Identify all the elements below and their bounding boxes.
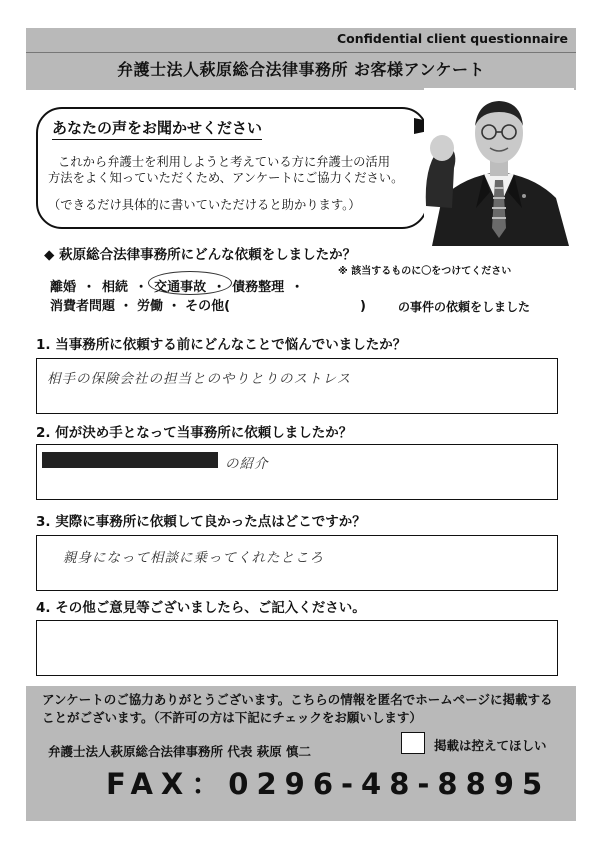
lawyer-photo: [424, 88, 574, 246]
no-publish-checkbox[interactable]: [401, 732, 425, 754]
bubble-text-line-1: これから弁護士を利用しようと考えている方に弁護士の活用: [58, 155, 391, 169]
question-3-answer-box[interactable]: [36, 535, 558, 591]
question-1-label: 1. 当事務所に依頼する前にどんなことで悩んでいましたか？: [36, 337, 407, 353]
case-type-options-row-1: 離婚 ・ 相続 ・ 交通事故 ・ 債務整理 ・: [50, 280, 304, 295]
redaction-bar: [42, 452, 218, 468]
question-2-label: 2. 何が決め手となって当事務所に依頼しましたか？: [36, 425, 353, 441]
case-type-options-row-2: 消費者問題 ・ 労働 ・ その他( ): [50, 299, 366, 314]
header-divider: [26, 52, 576, 53]
case-type-note: ※ 該当するものに〇をつけてください: [338, 266, 512, 277]
footer-text-line-1: アンケートのご協力ありがとうございます。こちらの情報を匿名でホームページに掲載する: [42, 692, 553, 707]
case-type-suffix: の事件の依頼をしました: [398, 300, 531, 314]
case-type-question: ◆ 萩原総合法律事務所にどんな依頼をしましたか？: [44, 247, 357, 263]
fax-number: FAX：0296-48-8895: [106, 767, 551, 801]
firm-representative: 弁護士法人萩原総合法律事務所 代表 萩原 慎二: [48, 744, 312, 759]
bubble-text-line-3: （できるだけ具体的に書いていただけると助かります。）: [48, 198, 361, 212]
document-title: 弁護士法人萩原総合法律事務所 お客様アンケート: [116, 60, 486, 79]
footer-text-line-2: ことがございます。（不許可の方は下記にチェックをお願いします）: [42, 710, 422, 725]
no-publish-label: 掲載は控えてほしい: [434, 738, 547, 753]
question-3-answer: 親身になって相談に乗ってくれたところ: [63, 550, 324, 566]
question-4-label: 4. その他ご意見等ございましたら、ご記入ください。: [36, 600, 366, 616]
question-1-answer-box[interactable]: [36, 358, 558, 414]
question-3-label: 3. 実際に事務所に依頼して良かった点はどこですか？: [36, 514, 366, 530]
question-2-answer: の紹介: [225, 456, 269, 472]
selected-option-circle: [148, 271, 232, 295]
confidential-label: Confidential client questionnaire: [336, 31, 568, 46]
bubble-text-line-2: 方法をよく知っていただくため、アンケートにご協力ください。: [48, 171, 404, 185]
bubble-title: あなたの声をお聞かせください: [52, 117, 262, 140]
question-1-answer: 相手の保険会社の担当とのやりとりのストレス: [47, 371, 352, 387]
question-4-answer-box[interactable]: [36, 620, 558, 676]
